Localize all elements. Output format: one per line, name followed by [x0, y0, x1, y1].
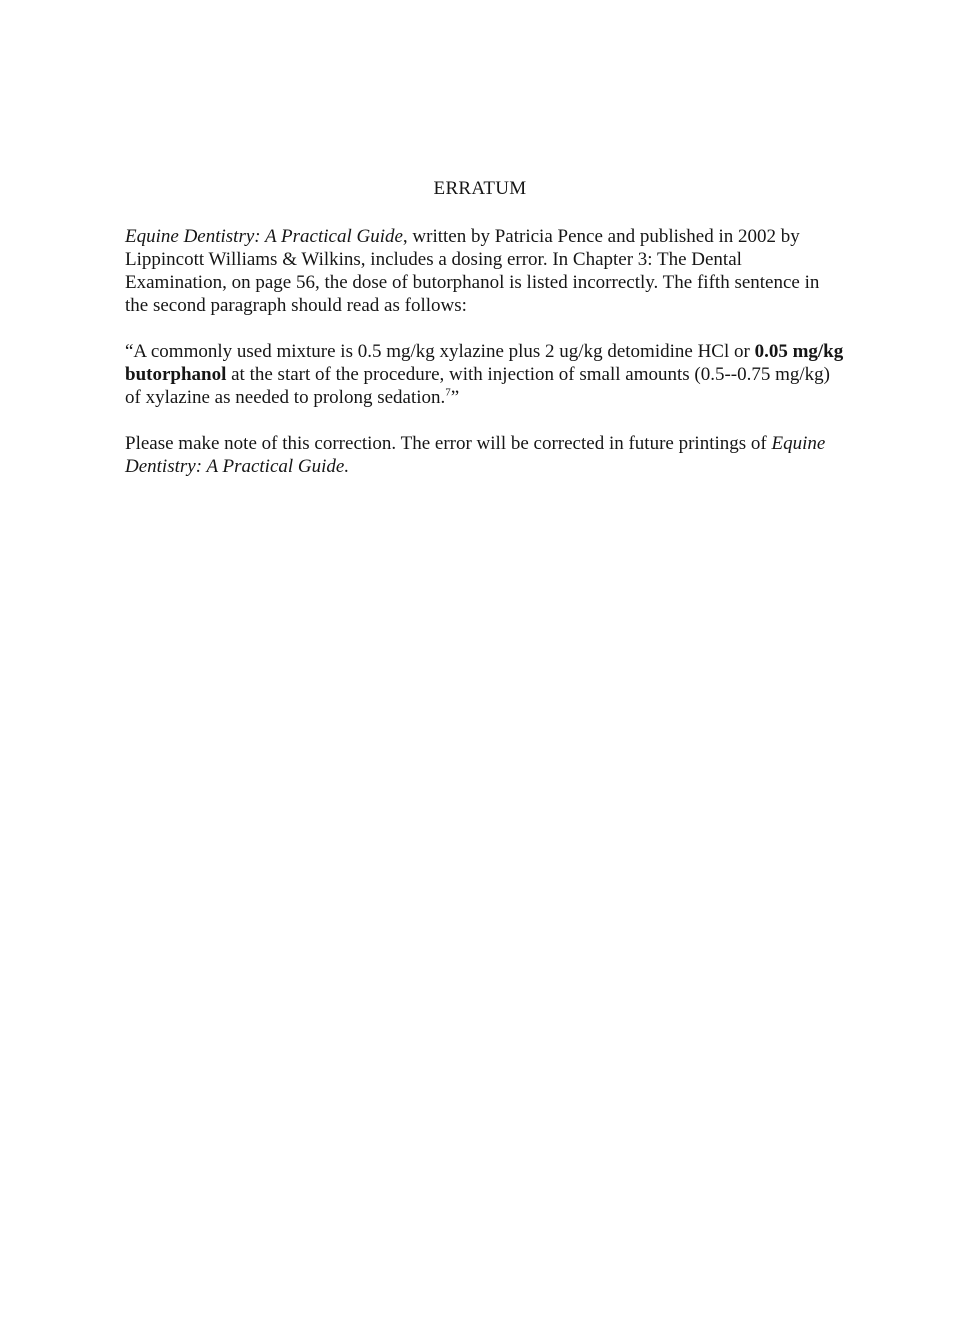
intro-text: , written by Patricia Pence and published in 2002 by Lippincott Williams & Wilkins, includes a dosing error. In Chapter 3: The Dental Examination, on page 56, the dose of butorphanol is listed incorrectly. The fifth sentence in the second paragraph should read as follows: — [125, 226, 820, 316]
note-paragraph — [125, 432, 845, 478]
footnote-marker: 7 — [445, 386, 451, 399]
corrected-dose: 0.05 mg/kg butorphanol — [125, 341, 844, 385]
corrected-text-after: at the start of the procedure, with injection of small amounts (0.5--0.75 mg/kg) of xylazine as needed to prolong sedation. — [125, 364, 831, 408]
intro-paragraph — [125, 225, 845, 317]
note-text: Please make note of this correction. The error will be corrected in future printings of — [125, 433, 772, 454]
book-title: Equine Dentistry: A Practical Guide — [125, 226, 403, 247]
corrected-sentence-paragraph — [125, 340, 845, 409]
closing-quote: ” — [450, 387, 460, 408]
page-title: ERRATUM — [433, 178, 527, 199]
book-title-repeat: Equine Dentistry: A Practical Guide. — [125, 433, 826, 477]
corrected-text-before: “A commonly used mixture is 0.5 mg/kg xylazine plus 2 ug/kg detomidine HCl or — [125, 341, 755, 362]
